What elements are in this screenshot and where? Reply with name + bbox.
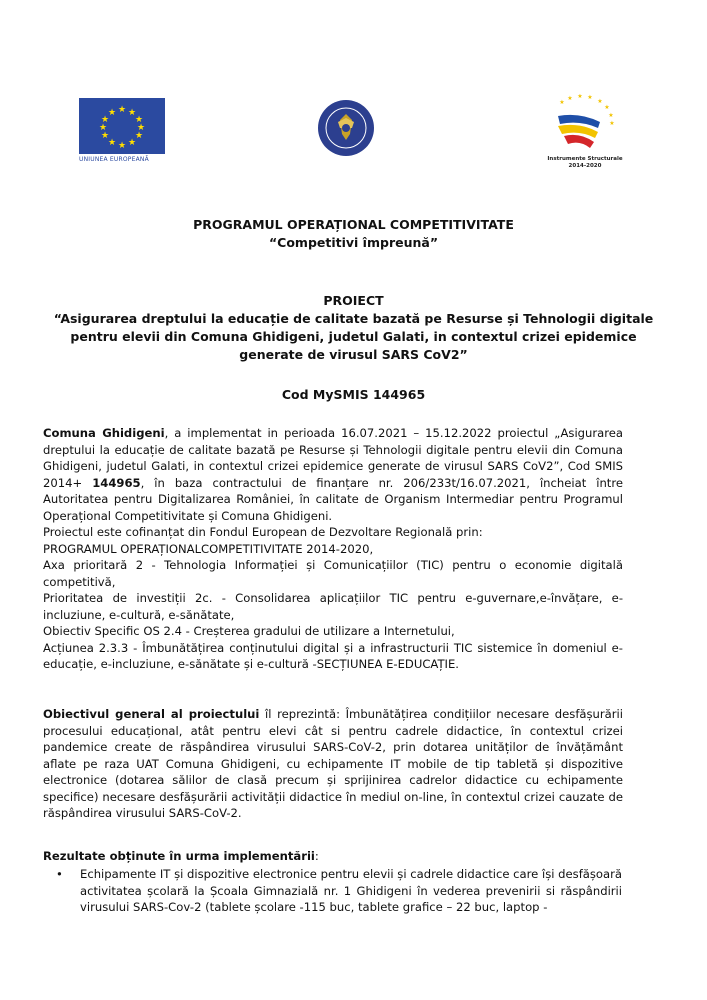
svg-text:★: ★	[559, 99, 565, 106]
priority-line: Prioritatea de investiții 2c. - Consolidarea aplicațiilor TIC pentru e-guvernare,e-învățare, e-incluziune, e-cultură, e-sănătate,	[43, 591, 623, 622]
cofinancing-line: Proiectul este cofinanțat din Fondul European de Dezvoltare Regională prin:	[43, 525, 483, 539]
government-seal-logo	[316, 98, 376, 158]
structural-instruments-caption: Instrumente Structurale 2014-2020	[547, 156, 623, 169]
project-title-line-2: pentru elevii din Comuna Ghidigeni, judetul Galati, in contextul crizei epidemice	[70, 329, 637, 344]
svg-text:★: ★	[577, 94, 583, 100]
svg-text:★: ★	[567, 95, 573, 102]
axis-line: Axa prioritară 2 - Tehnologia Informației și Comunicațiilor (TIC) pentru o economie digitală competitivă,	[43, 558, 623, 589]
intro-section	[43, 425, 623, 673]
results-label: Rezultate obținute în urma implementării	[43, 849, 315, 863]
program-name: PROGRAMUL OPERAȚIONAL COMPETITIVITATE	[193, 217, 514, 232]
bullet-icon: •	[56, 867, 63, 881]
objective-line: Obiectiv Specific OS 2.4 - Creșterea gradului de utilizare a Internetului,	[43, 624, 455, 638]
list-item	[56, 866, 622, 916]
svg-text:★: ★	[608, 112, 614, 119]
project-title-line-1: “Asigurarea dreptului la educație de calitate bazată pe Resurse și Tehnologii digitale	[53, 311, 654, 326]
svg-text:★: ★	[107, 138, 117, 148]
objective-label: Obiectivul general al proiectului	[43, 707, 260, 721]
program-slogan: “Competitivi împreună”	[268, 235, 439, 250]
svg-text:★: ★	[597, 98, 603, 105]
structural-instruments-logo	[540, 94, 630, 174]
svg-text:★: ★	[134, 115, 144, 125]
logo-bar	[0, 94, 707, 174]
results-heading: Rezultate obținute în urma implementării:	[43, 849, 319, 863]
program-heading	[40, 216, 667, 252]
svg-text:★: ★	[127, 138, 137, 148]
project-label: PROIECT	[323, 293, 384, 308]
svg-text:★: ★	[134, 131, 144, 141]
intro-bold-entity: Comuna Ghidigeni	[43, 426, 165, 440]
intro-paragraph: Comuna Ghidigeni, a implementat in perioada 16.07.2021 – 15.12.2022 proiectul „Asigurarea dreptului la educație de calitate bazată pe Resurse și Tehnologii digitale pentru elevii din Comuna Ghidigeni, judetul Galati, in contextul crizei epidemice generate de virusul SARS CoV2”, Cod SMIS 2014+ 144965, în baza contractului de finanțare nr. 206/233t/16.07.2021, încheiat între Autoritatea pentru Digitalizarea României, în calitate de Organism Intermediar pentru Programul Operațional Competitivitate și Comuna Ghidigeni.	[43, 426, 623, 523]
action-line: Acțiunea 2.3.3 - Îmbunătățirea conținutului digital și a infrastructurii TIC sistemice în domeniul e-educație, e-incluziune, e-sănătate și e-cultură -SECȚIUNEA E-EDUCAȚIE.	[43, 640, 623, 671]
objective-paragraph: Obiectivul general al proiectului îl reprezintă: Îmbunătățirea condițiilor necesare desfășurării procesului educațional, atât pentru elevi cât si pentru cadrele didactice, în contextul crizei pandemice create de răspândirea virusului SARS-CoV-2, prin dotarea unităților de învățământ aflate pe raza UAT Comuna Ghidigeni, cu echipamente IT mobile de tip tabletă și dispozitive electronice (dotarea sălilor de clasă precum și sprijinirea cadrelor didactice cu echipamente specifice) necesare desfășurării activității didactice în mediul on-line, în contextul crizei cauzate de răspândirea virusului SARS-CoV-2.	[43, 707, 623, 820]
project-title-line-3: generate de virusul SARS CoV2”	[239, 347, 468, 362]
project-heading	[40, 292, 667, 364]
svg-text:★: ★	[127, 108, 137, 118]
smis-number: 144965	[92, 475, 141, 490]
svg-text:★: ★	[100, 131, 110, 141]
objective-section	[43, 706, 623, 822]
svg-text:★: ★	[604, 104, 610, 111]
eu-caption: UNIUNEA EUROPEANĂ	[79, 156, 149, 163]
svg-text:★: ★	[587, 94, 593, 101]
result-item-text: Echipamente IT și dispozitive electronice pentru elevii și cadrele didactice care își desfășoară activitatea școlară la Școala Gimnazială nr. 1 Ghidigeni în vederea prevenirii si răspândirii virusului SARS-Cov-2 (tablete școlare -115 buc, tablete grafice – 22 buc, laptop -	[80, 867, 622, 914]
eu-logo	[79, 98, 165, 164]
svg-text:★: ★	[107, 108, 117, 118]
mysmis-code: Cod MySMIS 144965	[281, 387, 426, 402]
svg-text:★: ★	[609, 120, 615, 127]
program-line: PROGRAMUL OPERAȚIONALCOMPETITIVITATE 2014-2020,	[43, 541, 374, 556]
svg-text:★: ★	[117, 141, 127, 151]
svg-text:★: ★	[117, 105, 127, 115]
svg-text:★: ★	[100, 115, 110, 125]
eu-flag-icon	[79, 98, 165, 154]
svg-text:★: ★	[136, 123, 146, 133]
svg-text:★: ★	[98, 123, 108, 133]
